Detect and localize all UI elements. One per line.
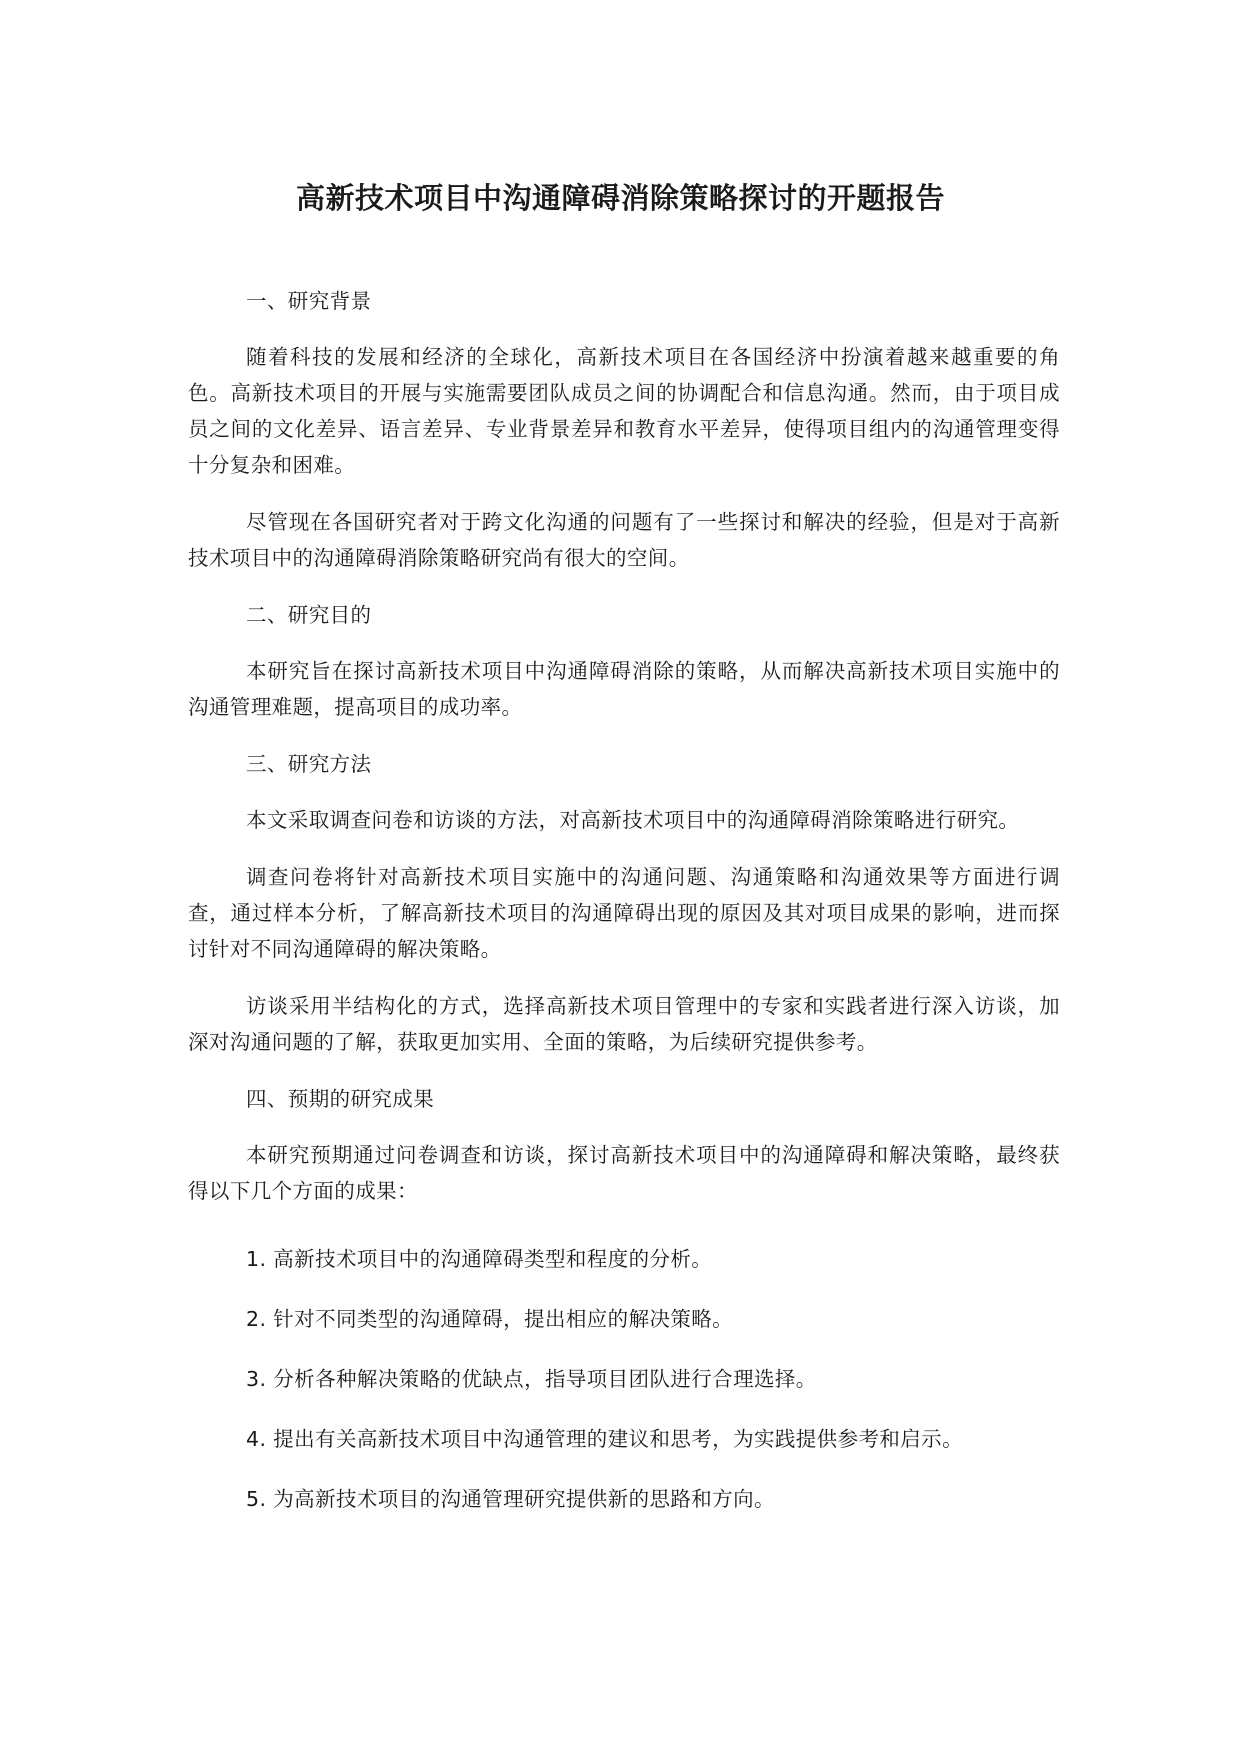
section-heading-expected-results: 四、预期的研究成果 bbox=[246, 1087, 435, 1111]
document-body bbox=[188, 283, 1060, 1541]
paragraph: 本研究旨在探讨高新技术项目中沟通障碍消除的策略，从而解决高新技术项目实施中的沟通管理难题，提高项目的成功率。 bbox=[188, 659, 1060, 719]
list-item: 3. 分析各种解决策略的优缺点，指导项目团队进行合理选择。 bbox=[246, 1367, 817, 1391]
paragraph: 本文采取调查问卷和访谈的方法，对高新技术项目中的沟通障碍消除策略进行研究。 bbox=[246, 808, 1020, 832]
list-item: 4. 提出有关高新技术项目中沟通管理的建议和思考，为实践提供参考和启示。 bbox=[246, 1427, 963, 1451]
paragraph: 随着科技的发展和经济的全球化，高新技术项目在各国经济中扮演着越来越重要的角色。高新技术项目的开展与实施需要团队成员之间的协调配合和信息沟通。然而，由于项目成员之间的文化差异、语言差异、专业背景差异和教育水平差异，使得项目组内的沟通管理变得十分复杂和困难。 bbox=[188, 345, 1060, 477]
list-item: 1. 高新技术项目中的沟通障碍类型和程度的分析。 bbox=[246, 1247, 713, 1271]
paragraph: 本研究预期通过问卷调查和访谈，探讨高新技术项目中的沟通障碍和解决策略，最终获得以下几个方面的成果： bbox=[188, 1143, 1060, 1203]
list-item: 2. 针对不同类型的沟通障碍，提出相应的解决策略。 bbox=[246, 1307, 734, 1331]
list-item: 5. 为高新技术项目的沟通管理研究提供新的思路和方向。 bbox=[246, 1487, 775, 1511]
document-title: 高新技术项目中沟通障碍消除策略探讨的开题报告 bbox=[295, 181, 945, 215]
paragraph: 调查问卷将针对高新技术项目实施中的沟通问题、沟通策略和沟通效果等方面进行调查，通过样本分析，了解高新技术项目的沟通障碍出现的原因及其对项目成果的影响，进而探讨针对不同沟通障碍的解决策略。 bbox=[188, 865, 1060, 961]
section-heading-purpose: 二、研究目的 bbox=[246, 603, 372, 627]
section-heading-methods: 三、研究方法 bbox=[246, 752, 372, 776]
paragraph: 尽管现在各国研究者对于跨文化沟通的问题有了一些探讨和解决的经验，但是对于高新技术项目中的沟通障碍消除策略研究尚有很大的空间。 bbox=[188, 510, 1060, 570]
paragraph: 访谈采用半结构化的方式，选择高新技术项目管理中的专家和实践者进行深入访谈，加深对沟通问题的了解，获取更加实用、全面的策略，为后续研究提供参考。 bbox=[188, 994, 1060, 1054]
section-heading-background: 一、研究背景 bbox=[246, 289, 372, 313]
